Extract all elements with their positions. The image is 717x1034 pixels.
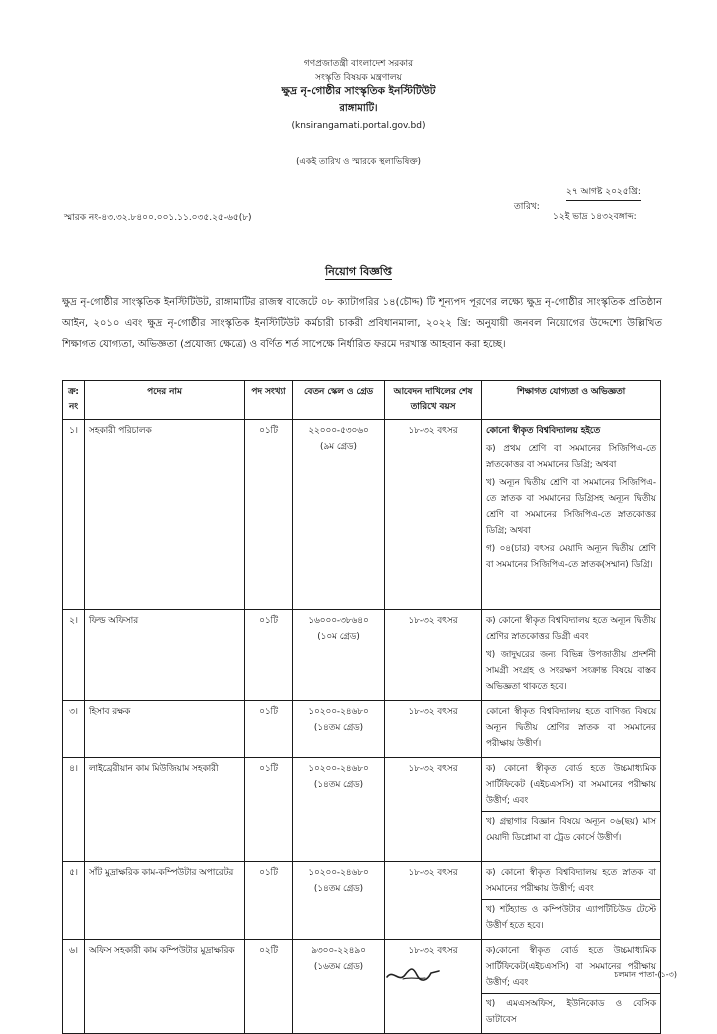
col-header-qualification: শিক্ষাগত যোগ্যতা ও অভিজ্ঞতা — [482, 381, 661, 420]
notice-title-text: নিয়োগ বিজ্ঞপ্তি — [325, 265, 392, 278]
age-limit: ১৮-৩২ বৎসর — [385, 701, 482, 758]
notice-title — [0, 263, 717, 282]
salary-cell — [293, 862, 385, 940]
vacancy-table — [62, 380, 661, 1034]
ministry-name: সংস্কৃতি বিষয়ক মন্ত্রণালয় — [315, 73, 402, 83]
salary-cell — [293, 701, 385, 758]
qualification-line: ক) প্রথম শ্রেণি বা সমমানের সিজিপিএ-তে স্নাতকোত্তর বা সমমানের ডিগ্রি; অথবা — [486, 444, 656, 470]
qualification-line: ক)কোনো স্বীকৃত বোর্ড হতে উচ্চমাধ্যমিক সার্টিফিকেট(এইচএসসি) বা সমমানের পরীক্ষায় উত্তীর্ণ; এবং — [486, 946, 656, 988]
col-header-age: আবেদন দাখিলের শেষ তারিখে বয়স — [385, 381, 482, 420]
divider — [482, 993, 660, 994]
age-limit: ১৮-৩২ বৎসর — [385, 420, 482, 610]
post-count: ০১টি — [245, 701, 293, 758]
post-count: ০১টি — [245, 758, 293, 862]
salary-grade: (১৬তম গ্রেড) — [313, 962, 364, 972]
qualification-line: খ) এমএসঅফিস, ইউনিকোড ও বেসিক ডাটাবেস — [486, 999, 656, 1025]
institute-location: রাঙ্গামাটি। — [339, 103, 378, 114]
table-row — [63, 940, 661, 1034]
col-header-no: ক্র: নং — [63, 381, 85, 420]
salary-grade: (১৪তম গ্রেড) — [313, 723, 364, 733]
post-count: ০১টি — [245, 420, 293, 610]
post-count: ০১টি — [245, 862, 293, 940]
date-bangla: ১২ই ভাদ্র ১৪৩২বঙ্গাব্দ: — [553, 212, 637, 222]
salary-cell — [293, 758, 385, 862]
salary-scale: ৯৩০০-২২৪৯০ — [311, 946, 366, 956]
qualification-line: খ) গ্রন্থাগার বিজ্ঞান বিষয়ে অন্যূন ০৬(ছয়) মাস মেয়াদী ডিপ্লোমা বা ট্রেড কোর্সে উত্তীর্ণ। — [486, 817, 656, 843]
row-number: ১। — [63, 420, 85, 610]
post-name: অফিস সহকারী কাম কম্পিউটার মুদ্রাক্ষরিক — [85, 940, 245, 1034]
qualification-line: কোনো স্বীকৃত বিশ্ববিদ্যালয় হইতে — [486, 426, 601, 436]
row-number: ৬। — [63, 940, 85, 1034]
salary-scale: ১০২০০-২৪৬৮০ — [308, 868, 369, 878]
salary-scale: ১৬০০০-৩৮৬৪০ — [308, 616, 369, 626]
salary-cell — [293, 940, 385, 1034]
post-count: ০১টি — [245, 610, 293, 701]
notice-intro: ক্ষুদ্র নৃ-গোষ্ঠীর সাংস্কৃতিক ইনস্টিটিউট, রাঙ্গামাটির রাজস্ব বাজেটে ০৮ ক্যাটাগরির ১৪(চৌদ্দ) টি শূন্যপদ পূরণের লক্ষ্যে ক্ষুদ্র নৃ-গোষ্ঠীর সাংস্কৃতিক প্রতিষ্ঠান আইন, ২০১০ এবং ক্ষুদ্র নৃ-গোষ্ঠীর সাংস্কৃতিক ইনস্টিটিউট কর্মচারী চাকরী প্রবিধানমালা, ২০২২ খ্রি: অনুযায়ী জনবল নিয়োগের উদ্দেশ্যে উল্লিখিত শিক্ষাগত যোগ্যতা, অভিজ্ঞতা (প্রযোজ্য ক্ষেত্রে) ও বর্ণিত শর্ত সাপেক্ষে নির্ধারিত ফরমে দরখাস্ত আহবান করা হচ্ছে। — [62, 297, 662, 350]
age-limit: ১৮-৩২ বৎসর — [385, 758, 482, 862]
post-name: সহকারী পরিচালক — [85, 420, 245, 610]
age-limit: ১৮-৩২ বৎসর — [385, 610, 482, 701]
post-count: ০২টি — [245, 940, 293, 1034]
row-number: ২। — [63, 610, 85, 701]
qualification-line: খ) জাদুঘরের জন্য বিভিন্ন উপজাতীয় প্রদর্শনী সামগ্রী সংগ্রহ ও সংরক্ষণ সংক্রান্ত বিষয়ে বাস্তব অভিজ্ঞতা থাকতে হবে। — [486, 650, 656, 692]
table-row — [63, 701, 661, 758]
qualification-line: ক) কোনো স্বীকৃত বিশ্ববিদ্যালয় হতে স্নাতক বা সমমানের পরীক্ষায় উত্তীর্ণ; এবং — [486, 868, 656, 894]
qualification-cell — [482, 758, 661, 862]
row-number: ৩। — [63, 701, 85, 758]
table-row — [63, 420, 661, 610]
date-label: তারিখ: — [514, 202, 540, 212]
date-gregorian: ২৭ আগষ্ট ২০২৫খ্রি: — [566, 184, 641, 201]
salary-grade: (৯ম গ্রেড) — [320, 442, 357, 452]
post-name: ফিল্ড অফিসার — [85, 610, 245, 701]
salary-scale: ১০২০০-২৪৬৮০ — [308, 764, 369, 774]
age-limit: ১৮-৩২ বৎসর — [385, 862, 482, 940]
qualification-cell — [482, 701, 661, 758]
row-number: ৫। — [63, 862, 85, 940]
salary-scale: ১০২০০-২৪৬৮০ — [308, 707, 369, 717]
col-header-name: পদের নাম — [85, 381, 245, 420]
salary-grade: (১৪তম গ্রেড) — [313, 884, 364, 894]
salary-cell — [293, 610, 385, 701]
qualification-line: কোনো স্বীকৃত বিশ্ববিদ্যালয় হতে বাণিজ্য বিষয়ে অন্যূন দ্বিতীয় শ্রেণির স্নাতক বা সমমানের পরীক্ষায় উত্তীর্ণ। — [486, 707, 656, 749]
qualification-cell — [482, 862, 661, 940]
qualification-cell — [482, 610, 661, 701]
memo-ref: স্মারক নং-৪৩.৩২.৮৪০০.০০১.১১.০৩৫.২৫-৬৫(৮) — [64, 213, 252, 223]
col-header-salary: বেতন স্কেল ও গ্রেড — [293, 381, 385, 420]
salary-cell — [293, 420, 385, 610]
row-number: ৪। — [63, 758, 85, 862]
website: (knsirangamati.portal.gov.bd) — [291, 121, 426, 131]
signature — [383, 963, 443, 985]
table-row — [63, 758, 661, 862]
qualification-line: খ) শর্টহ্যান্ড ও কম্পিউটার এ্যাপটিচিউড টেস্টে উত্তীর্ণ হতে হবে। — [486, 905, 656, 931]
institute-name: ক্ষুদ্র নৃ-গোষ্ঠীর সাংস্কৃতিক ইনস্টিটিউট — [281, 85, 436, 97]
post-name: হিসাব রক্ষক — [85, 701, 245, 758]
qualification-cell — [482, 420, 661, 610]
qualification-line: ক) কোনো স্বীকৃত বিশ্ববিদ্যালয় হতে অন্যূন দ্বিতীয় শ্রেণির স্নাতকোত্তর ডিগ্রী এবং — [486, 616, 656, 642]
divider — [482, 899, 660, 900]
qualification-cell — [482, 940, 661, 1034]
table-row — [63, 610, 661, 701]
table-header-row — [63, 381, 661, 420]
govt-title: গণপ্রজাতন্ত্রী বাংলাদেশ সরকার — [303, 59, 414, 69]
salary-scale: ২২০০০-৫৩০৬০ — [308, 426, 369, 436]
continuation-page-label: চলমান পাতা-(১-৩) — [614, 970, 677, 979]
supersede-note: (একই তারিখ ও স্মারকে স্থলাভিষিক্ত) — [296, 157, 421, 167]
divider — [482, 811, 660, 812]
post-name: লাইব্রেরীয়ান কাম মিউজিয়াম সহকারী — [85, 758, 245, 862]
qualification-line: খ) অন্যূন দ্বিতীয় শ্রেণি বা সমমানের সিজিপিএ-তে স্নাতক বা সমমানের ডিগ্রিসহ অন্যূন দ্বিতীয় শ্রেণি বা সমমানের সিজিপিএ-তে স্নাতকোত্তর ডিগ্রি; অথবা — [486, 478, 656, 536]
qualification-line: ক) কোনো স্বীকৃত বোর্ড হতে উচ্চমাধ্যমিক সার্টিফিকেট (এইচএসসি) বা সমমানের পরীক্ষায় উত্তীর্ণ; এবং — [486, 764, 656, 806]
salary-grade: (১০ম গ্রেড) — [317, 632, 360, 642]
age-limit: ১৮-৩২ বৎসর — [385, 940, 482, 1034]
qualification-line: গ) ০৪(চার) বৎসর মেয়াদি অন্যূন দ্বিতীয় শ্রেণি বা সমমানের সিজিপিএ-তে স্নাতক(সম্মান) ডিগ্রি। — [486, 544, 656, 570]
salary-grade: (১৪তম গ্রেড) — [313, 780, 364, 790]
table-row — [63, 862, 661, 940]
col-header-posts: পদ সংখ্যা — [245, 381, 293, 420]
post-name: সাঁট মুদ্রাক্ষরিক কাম-কম্পিউটার অপারেটর — [85, 862, 245, 940]
